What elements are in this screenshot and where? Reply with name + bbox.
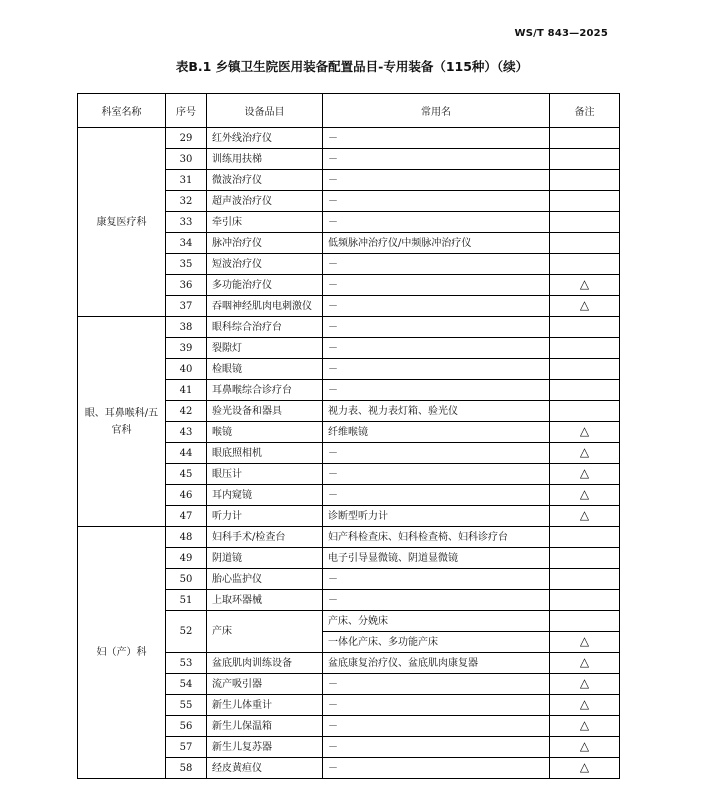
table-row — [78, 317, 620, 338]
common-name-cell: 产床、分娩床 — [323, 611, 550, 632]
common-name-cell: 诊断型听力计 — [323, 506, 550, 527]
department-cell: 妇（产）科 — [78, 527, 166, 779]
item-cell: 训练用扶梯 — [207, 149, 323, 170]
common-name-cell: 一体化产床、多功能产床 — [323, 632, 550, 653]
item-cell: 盆底肌肉训练设备 — [207, 653, 323, 674]
number-cell: 38 — [166, 317, 207, 338]
note-cell — [550, 254, 620, 275]
number-cell: 53 — [166, 653, 207, 674]
number-cell: 37 — [166, 296, 207, 317]
note-cell — [550, 191, 620, 212]
number-cell: 39 — [166, 338, 207, 359]
item-cell: 上取环器械 — [207, 590, 323, 611]
common-name-cell: － — [323, 674, 550, 695]
number-cell: 35 — [166, 254, 207, 275]
item-cell: 超声波治疗仪 — [207, 191, 323, 212]
note-cell — [550, 233, 620, 254]
item-cell: 吞咽神经肌肉电刺激仪 — [207, 296, 323, 317]
item-cell: 产床 — [207, 611, 323, 653]
note-cell: △ — [550, 653, 620, 674]
common-name-cell: － — [323, 149, 550, 170]
item-cell: 红外线治疗仪 — [207, 128, 323, 149]
common-name-cell: － — [323, 464, 550, 485]
common-name-cell: 电子引导显微镜、阴道显微镜 — [323, 548, 550, 569]
note-cell: △ — [550, 443, 620, 464]
item-cell: 眼底照相机 — [207, 443, 323, 464]
note-cell — [550, 170, 620, 191]
common-name-cell: － — [323, 338, 550, 359]
item-cell: 经皮黄疸仪 — [207, 758, 323, 779]
common-name-cell: － — [323, 569, 550, 590]
note-cell — [550, 359, 620, 380]
column-header-department: 科室名称 — [78, 94, 166, 128]
common-name-cell: 低频脉冲治疗仪/中频脉冲治疗仪 — [323, 233, 550, 254]
note-cell — [550, 317, 620, 338]
common-name-cell: － — [323, 296, 550, 317]
common-name-cell: － — [323, 170, 550, 191]
item-cell: 流产吸引器 — [207, 674, 323, 695]
number-cell: 55 — [166, 695, 207, 716]
common-name-cell: 视力表、视力表灯箱、验光仪 — [323, 401, 550, 422]
common-name-cell: － — [323, 758, 550, 779]
item-cell: 耳鼻喉综合诊疗台 — [207, 380, 323, 401]
number-cell: 34 — [166, 233, 207, 254]
common-name-cell: － — [323, 716, 550, 737]
common-name-cell: 盆底康复治疗仪、盆底肌肉康复器 — [323, 653, 550, 674]
table-caption: 表B.1 乡镇卫生院医用装备配置品目-专用装备（115种）（续） — [175, 59, 529, 74]
standard-code: WS/T 843—2025 — [514, 28, 608, 39]
common-name-cell: 纤维喉镜 — [323, 422, 550, 443]
item-cell: 新生儿保温箱 — [207, 716, 323, 737]
common-name-cell: － — [323, 275, 550, 296]
table-row — [78, 527, 620, 548]
note-cell: △ — [550, 674, 620, 695]
number-cell: 49 — [166, 548, 207, 569]
item-cell: 多功能治疗仪 — [207, 275, 323, 296]
common-name-cell: － — [323, 212, 550, 233]
item-cell: 阴道镜 — [207, 548, 323, 569]
table-header-row — [78, 94, 620, 128]
number-cell: 41 — [166, 380, 207, 401]
number-cell: 33 — [166, 212, 207, 233]
number-cell: 45 — [166, 464, 207, 485]
note-cell — [550, 590, 620, 611]
item-cell: 裂隙灯 — [207, 338, 323, 359]
common-name-cell: － — [323, 191, 550, 212]
note-cell — [550, 611, 620, 632]
note-cell — [550, 548, 620, 569]
department-cell: 康复医疗科 — [78, 128, 166, 317]
note-cell: △ — [550, 695, 620, 716]
number-cell: 52 — [166, 611, 207, 653]
note-cell — [550, 527, 620, 548]
item-cell: 新生儿复苏器 — [207, 737, 323, 758]
item-cell: 眼压计 — [207, 464, 323, 485]
common-name-cell: － — [323, 380, 550, 401]
note-cell — [550, 569, 620, 590]
column-header-number: 序号 — [166, 94, 207, 128]
number-cell: 57 — [166, 737, 207, 758]
note-cell: △ — [550, 275, 620, 296]
item-cell: 耳内窥镜 — [207, 485, 323, 506]
common-name-cell: － — [323, 590, 550, 611]
note-cell — [550, 149, 620, 170]
common-name-cell: 妇产科检查床、妇科检查椅、妇科诊疗台 — [323, 527, 550, 548]
item-cell: 妇科手术/检查台 — [207, 527, 323, 548]
column-header-item: 设备品目 — [207, 94, 323, 128]
note-cell: △ — [550, 632, 620, 653]
number-cell: 56 — [166, 716, 207, 737]
item-cell: 检眼镜 — [207, 359, 323, 380]
item-cell: 眼科综合治疗台 — [207, 317, 323, 338]
note-cell: △ — [550, 506, 620, 527]
number-cell: 58 — [166, 758, 207, 779]
note-cell — [550, 128, 620, 149]
number-cell: 42 — [166, 401, 207, 422]
item-cell: 胎心监护仪 — [207, 569, 323, 590]
number-cell: 48 — [166, 527, 207, 548]
common-name-cell: － — [323, 128, 550, 149]
table-body — [78, 128, 620, 779]
number-cell: 44 — [166, 443, 207, 464]
item-cell: 听力计 — [207, 506, 323, 527]
number-cell: 47 — [166, 506, 207, 527]
note-cell — [550, 401, 620, 422]
number-cell: 29 — [166, 128, 207, 149]
number-cell: 54 — [166, 674, 207, 695]
common-name-cell: － — [323, 443, 550, 464]
note-cell — [550, 338, 620, 359]
common-name-cell: － — [323, 317, 550, 338]
number-cell: 50 — [166, 569, 207, 590]
item-cell: 验光设备和器具 — [207, 401, 323, 422]
number-cell: 32 — [166, 191, 207, 212]
note-cell — [550, 380, 620, 401]
number-cell: 46 — [166, 485, 207, 506]
equipment-table — [77, 93, 620, 779]
column-header-note: 备注 — [550, 94, 620, 128]
common-name-cell: － — [323, 485, 550, 506]
table-row — [78, 128, 620, 149]
note-cell: △ — [550, 464, 620, 485]
common-name-cell: － — [323, 359, 550, 380]
department-cell: 眼、耳鼻喉科/五官科 — [78, 317, 166, 527]
item-cell: 牵引床 — [207, 212, 323, 233]
number-cell: 43 — [166, 422, 207, 443]
item-cell: 喉镜 — [207, 422, 323, 443]
note-cell: △ — [550, 296, 620, 317]
common-name-cell: － — [323, 737, 550, 758]
item-cell: 脉冲治疗仪 — [207, 233, 323, 254]
common-name-cell: － — [323, 695, 550, 716]
number-cell: 40 — [166, 359, 207, 380]
common-name-cell: － — [323, 254, 550, 275]
item-cell: 短波治疗仪 — [207, 254, 323, 275]
number-cell: 36 — [166, 275, 207, 296]
note-cell: △ — [550, 422, 620, 443]
note-cell — [550, 212, 620, 233]
note-cell: △ — [550, 716, 620, 737]
item-cell: 微波治疗仪 — [207, 170, 323, 191]
column-header-common-name: 常用名 — [323, 94, 550, 128]
note-cell: △ — [550, 758, 620, 779]
item-cell: 新生儿体重计 — [207, 695, 323, 716]
note-cell: △ — [550, 737, 620, 758]
number-cell: 51 — [166, 590, 207, 611]
number-cell: 31 — [166, 170, 207, 191]
number-cell: 30 — [166, 149, 207, 170]
note-cell: △ — [550, 485, 620, 506]
